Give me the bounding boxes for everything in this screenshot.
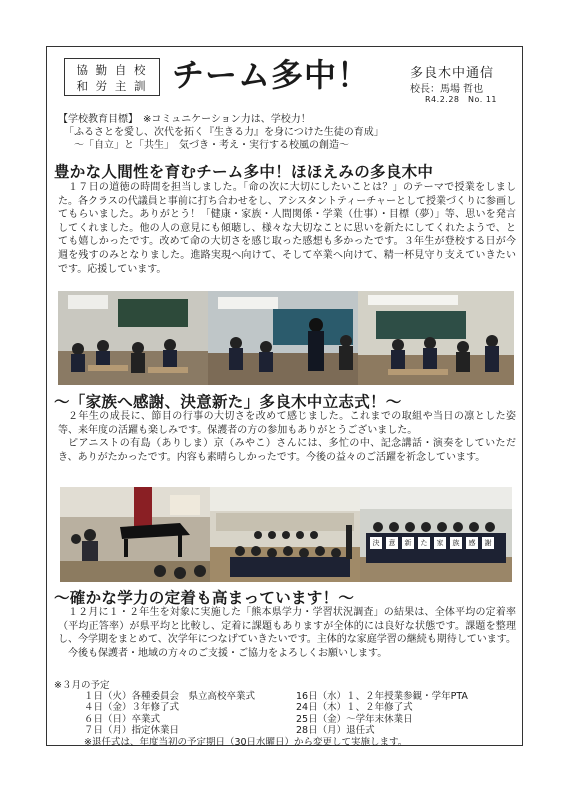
newsletter-title: チーム多中！: [172, 56, 371, 94]
schedule-left-column: [84, 691, 255, 737]
section-2-paragraph-1: ２年生の成長に、節目の行事の大切さを改めて感じました。これまでの取組や当日の凛とした姿等、来年度の活躍も楽しみです。保護者の方の参加もありがとうございました。: [58, 411, 516, 436]
goals-line-1: 【学校教育目標】 ※コミュニケーション力は、学校力！: [58, 114, 311, 125]
goals-line-2: 「ふるさとを愛し、次代を拓く『生きる力』を身につけた生徒の育成」: [64, 126, 384, 138]
card-letter: 謝: [482, 537, 494, 549]
section-3-paragraph-2: 今後も保護者・地域の方々のご支援・ご協力をよろしくお願いします。: [68, 647, 388, 659]
section-1-body: [58, 181, 516, 276]
section-2-heading: ～「家族へ感謝、決意新た」多良木中立志式！～: [54, 393, 402, 411]
card-letter: 決: [370, 537, 382, 549]
school-motto-box: [64, 58, 160, 96]
issue-date-number: R4.2.28 No. 11: [425, 95, 498, 104]
motto-line-1: 協 勤 自 校: [76, 63, 148, 77]
section-3-body: [58, 606, 516, 660]
schedule-right-column: [296, 691, 468, 737]
card-letter: 族: [450, 537, 462, 549]
ceremony-cards: [370, 537, 506, 549]
section-1-heading: 豊かな人間性を育むチーム多中！ほほえみの多良木中: [54, 163, 434, 181]
card-letter: 新: [402, 537, 414, 549]
schedule-item: ７日（月）指定休業日: [84, 725, 180, 737]
card-letter: 家: [434, 537, 446, 549]
card-letter: た: [418, 537, 430, 549]
newsletter-name: 多良木中通信: [410, 66, 495, 81]
card-letter: 感: [466, 537, 478, 549]
section-2-body: [58, 410, 516, 464]
schedule-item: 25日（金）～学年末休業日: [296, 713, 413, 725]
principal-name: 校長：馬場 哲也: [410, 84, 484, 95]
school-goals: [58, 114, 518, 152]
motto-line-2: 和 労 主 訓: [76, 79, 148, 93]
classroom-photo: [58, 291, 514, 385]
card-letter: 意: [386, 537, 398, 549]
march-schedule: [54, 680, 524, 748]
ceremony-photo: [60, 487, 512, 582]
schedule-item: 16日（水）１、２年授業参観・学年PTA: [296, 691, 468, 702]
schedule-item: ４日（金）３年修了式: [84, 702, 180, 714]
section-3-heading: ～確かな学力の定着も高まっています！～: [54, 589, 355, 607]
schedule-item: ６日（日）卒業式: [84, 713, 161, 725]
section-2-paragraph-2: ピアニストの有島（ありしま）京（みやこ）さんには、多忙の中、記念講話・演奏をしていただき、ありがたかったです。内容も素晴らしかったです。今後の益々のご活躍を祈念しています。: [58, 438, 516, 463]
goals-line-3: ～「自立」と「共生」 気づき・考え・実行する校風の創造～: [74, 139, 349, 151]
schedule-title: ※３月の予定: [54, 680, 110, 691]
schedule-item: 24日（木）１、２年修了式: [296, 702, 413, 714]
section-3-paragraph-1: １２月に１・２年生を対象に実施した「熊本県学力・学習状況調査」の結果は、全体平均の定着率（平均正答率）が県平均と比較し、定着に課題もありますが全体的には良好な状態です。課題を整理し、今学期をまとめて、次学年につなげていきたいです。主体的な家庭学習の継続も期待しています。: [58, 607, 516, 646]
section-1-paragraph: １７日の道徳の時間を担当しました。「命の次に大切にしたいことは？」のテーマで授業をしました。各クラスの代議員と事前に打ち合わせをし、アシスタントティーチャーとして授業づくりに参画してもらいました。ありがとう！「健康・家族・人間関係・学業（仕事）・目標（夢）」等、思いを発言してくれました。他の人の意見にも傾聴し、様々な大切なことに思いを新たにしてくれたようで、とても嬉しかったです。改めて命の大切さを感じ取った感想も多かったです。３年生が登校する日が今週を残すのみとなりました。進路実現へ向けて、そして卒業へ向けて、精一杯見守り支えていきたいです。応援しています。: [58, 182, 516, 275]
schedule-item: 28日（月）退任式: [296, 725, 375, 737]
schedule-item: １日（火）各種委員会 県立高校卒業式: [84, 691, 256, 702]
schedule-note: ※退任式は、年度当初の予定期日（30日水曜日）から変更して実施します。: [84, 737, 408, 748]
